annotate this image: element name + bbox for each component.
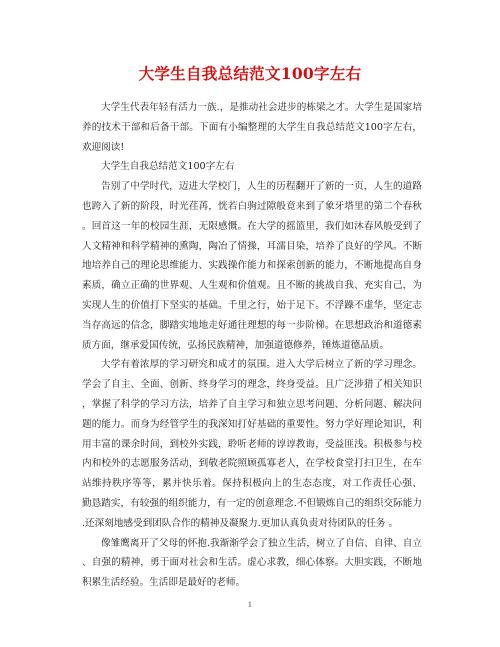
paragraph-subtitle — [82, 157, 422, 177]
text-line: ，掌握了科学的学习方法，培养了自主学习和独立思考问题、分析问题、解决问 — [82, 398, 422, 410]
paragraph-body-3 — [82, 534, 422, 593]
text-line: 地培养自己的理论思维能力、实践操作能力和探索创新的能力，不断地提高自身 — [82, 260, 422, 272]
text-line: 像雏鹰离开了父母的怀抱.我渐渐学会了独立生活，树立了自信、自律、自立 — [101, 537, 422, 549]
paragraph-intro — [82, 98, 422, 157]
page-number: 1 — [247, 601, 253, 609]
text-line: 质方面，继承爱国传统，弘扬民族精神，加强道德修养，锤炼道德品质。 — [82, 339, 389, 351]
paragraph-body-1 — [82, 177, 422, 355]
text-line: 也跨入了新的阶段，时光荏苒，恍若白驹过隙般竟来到了象牙塔里的第二个春秋 — [82, 200, 422, 212]
document-title: 大学生自我总结范文100字左右 — [138, 64, 362, 83]
text-line: 、自强的精神，勇于面对社会和生活。虚心求教，细心体察。大胆实践，不断地 — [82, 557, 422, 569]
paragraph-body-2 — [82, 355, 422, 533]
text-line: 大学生自我总结范文100字左右 — [101, 161, 235, 173]
text-line: 人文精神和科学精神的熏陶，陶冶了情操，耳濡目染，培养了良好的学风。不断 — [82, 240, 422, 252]
text-line: 。回首这一年的校园生涯，无限感慨。在大学的摇篮里，我们如沐春风般受到了 — [82, 220, 422, 232]
text-line: 勤恳踏实，有较强的组织能力，有一定的创意理念.不但锻炼自己的组织交际能力 — [82, 497, 422, 509]
text-line: 学会了自主、全面、创新、终身学习的理念，终身受益。且广泛涉猎了相关知识 — [82, 379, 422, 391]
text-line: 当存高远的信念，脚踏实地地走好通往理想的每一步阶梯。在思想政治和道德素 — [82, 319, 422, 331]
text-line: 大学有着浓厚的学习研究和成才的氛围。进入大学后树立了新的学习理念。 — [101, 359, 422, 371]
text-line: 告别了中学时代，迈进大学校门，人生的历程翻开了新的一页，人生的道路 — [101, 181, 422, 193]
text-line: 素质，确立正确的世界观、人生观和价值观。且不断的挑战自我、充实自己，为 — [82, 280, 422, 292]
text-line: 欢迎阅读! — [82, 141, 125, 153]
text-line: 积累生活经验。生活即是最好的老师。 — [82, 577, 246, 589]
text-line: 实现人生的价值打下坚实的基础。千里之行，始于足下。不浮躁不虚华，坚定志 — [82, 299, 422, 311]
text-line: 内和校外的志愿服务活动，到敬老院照顾孤寡老人，在学校食堂打扫卫生，在车 — [82, 458, 422, 470]
text-line: 大学生代表年轻有活力一族.，是推动社会进步的栋梁之才。大学生是国家培 — [101, 102, 422, 113]
text-line: 题的能力。而身为经管学生的我深知打好基础的重要性。努力学好理论知识，利 — [82, 418, 422, 430]
text-line: .还深刻地感受到团队合作的精神及凝聚力.更加认真负责对待团队的任务 。 — [82, 517, 399, 529]
document-body — [82, 98, 422, 593]
text-line: 站维持秩序等等，累并快乐着。保持积极向上的生态态度，对工作责任心强、 — [82, 478, 422, 490]
text-line: 用丰富的课余时间，到校外实践，聆听老师的谆谆教诲，受益匪浅。积极参与校 — [82, 438, 422, 450]
text-line: 养的技术干部和后备干部。下面有小编整理的大学生自我总结范文100字左右， — [82, 121, 422, 133]
